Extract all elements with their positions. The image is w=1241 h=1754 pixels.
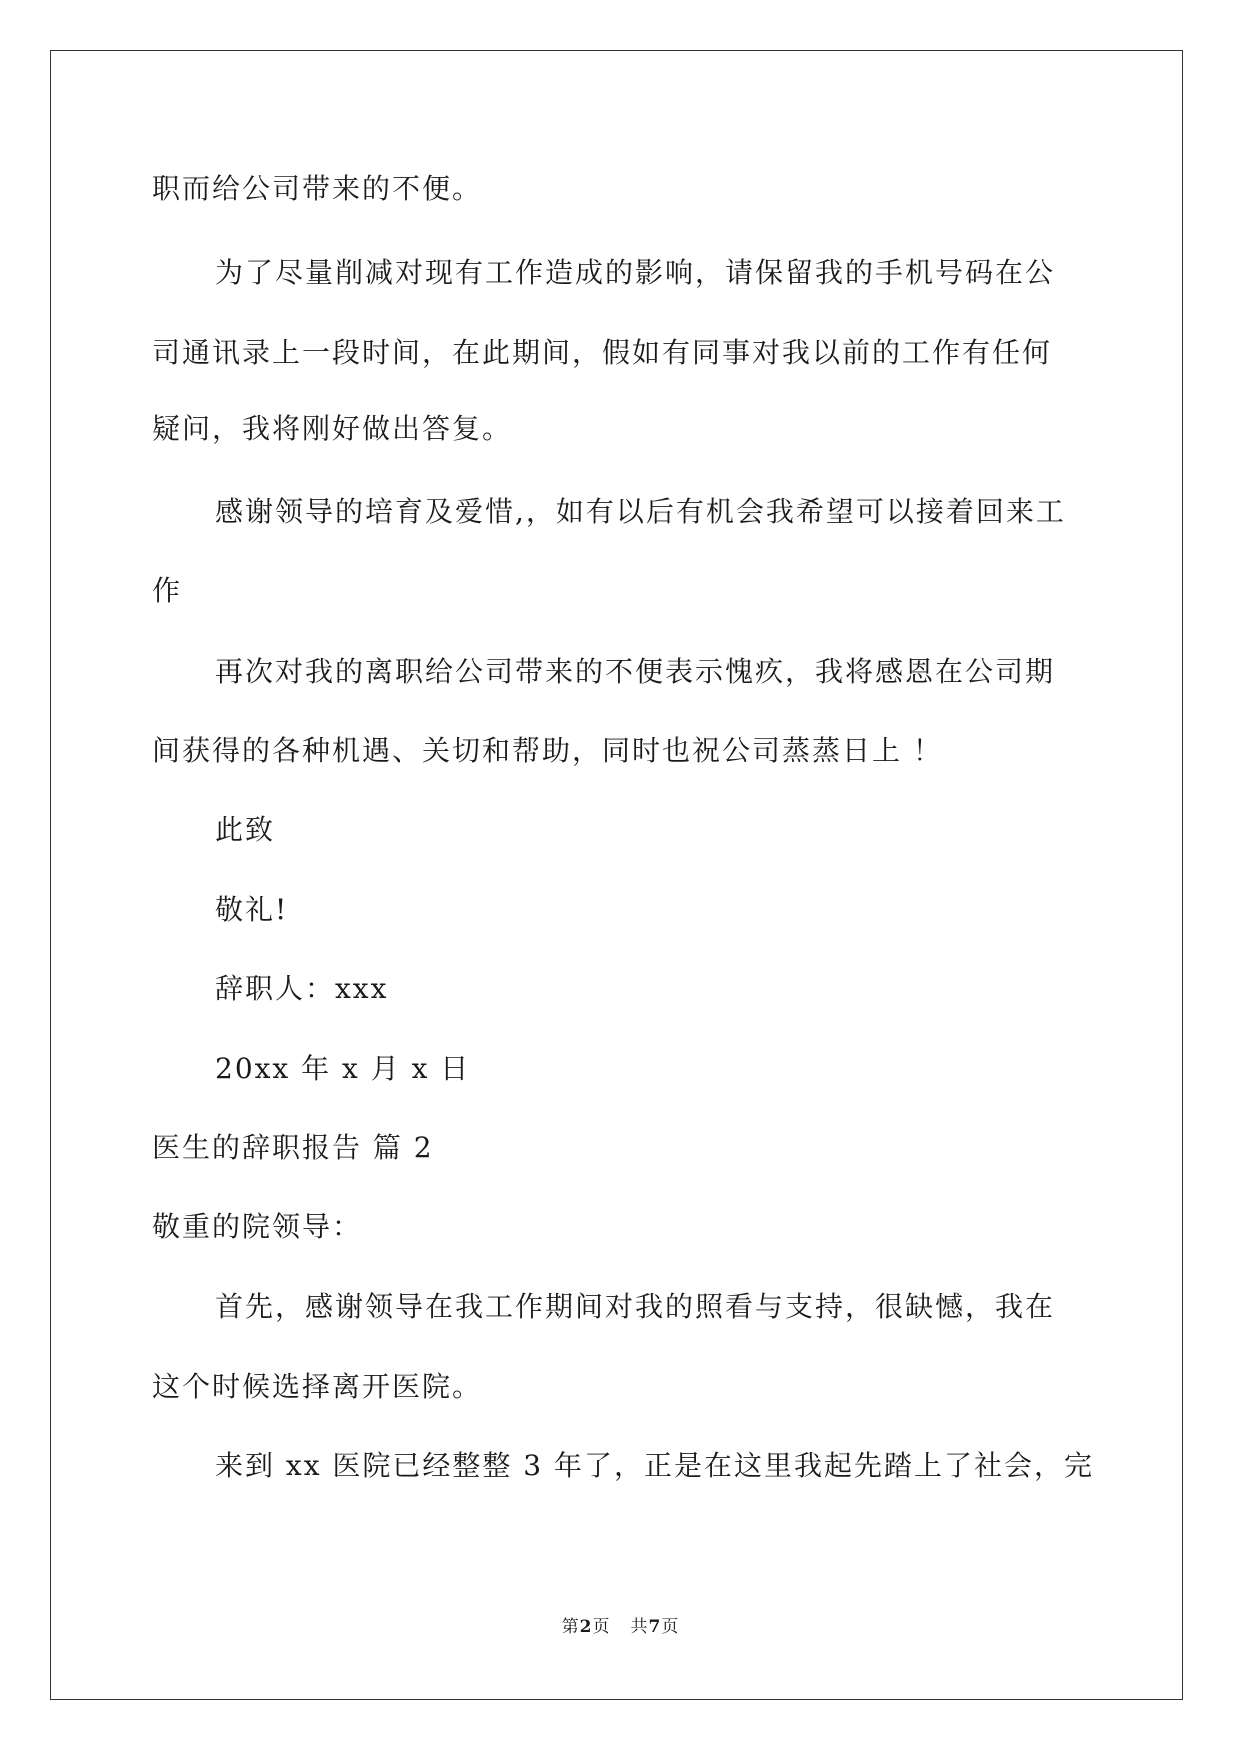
text-line: 此致	[215, 813, 276, 846]
page-suffix: 页	[592, 1617, 611, 1637]
text-line: 这个时候选择离开医院。	[152, 1370, 483, 1403]
text-line: 作	[152, 574, 183, 607]
page-footer	[0, 1612, 1241, 1637]
text-line: 首先，感谢领导在我工作期间对我的照看与支持，很缺憾，我在	[215, 1290, 1056, 1323]
total-prefix: 共	[630, 1617, 649, 1637]
total-page-number: 7	[648, 1617, 662, 1637]
text-line: 敬礼!	[215, 893, 289, 926]
signature-line: 辞职人：xxx	[215, 972, 389, 1005]
total-suffix: 页	[661, 1617, 680, 1637]
text-line: 来到 xx 医院已经整整 3 年了，正是在这里我起先踏上了社会，完	[215, 1449, 1095, 1482]
text-line: 为了尽量削减对现有工作造成的影响，请保留我的手机号码在公	[215, 256, 1056, 289]
text-line: 司通讯录上一段时间，在此期间，假如有同事对我以前的工作有任何	[152, 336, 1053, 369]
section-heading: 医生的辞职报告 篇 2	[152, 1131, 434, 1164]
date-line: 20xx 年 x 月 x 日	[215, 1052, 471, 1085]
current-page-number: 2	[579, 1617, 593, 1637]
text-line: 再次对我的离职给公司带来的不便表示愧疚，我将感恩在公司期	[215, 655, 1056, 688]
text-line: 间获得的各种机遇、关切和帮助，同时也祝公司蒸蒸日上 ！	[152, 734, 943, 767]
text-line: 感谢领导的培育及爱惜,，如有以后有机会我希望可以接着回来工	[215, 495, 1066, 528]
page-prefix: 第	[561, 1617, 580, 1637]
salutation: 敬重的院领导：	[152, 1210, 363, 1243]
text-line: 职而给公司带来的不便。	[152, 172, 483, 205]
text-line: 疑问，我将刚好做出答复。	[152, 412, 513, 445]
